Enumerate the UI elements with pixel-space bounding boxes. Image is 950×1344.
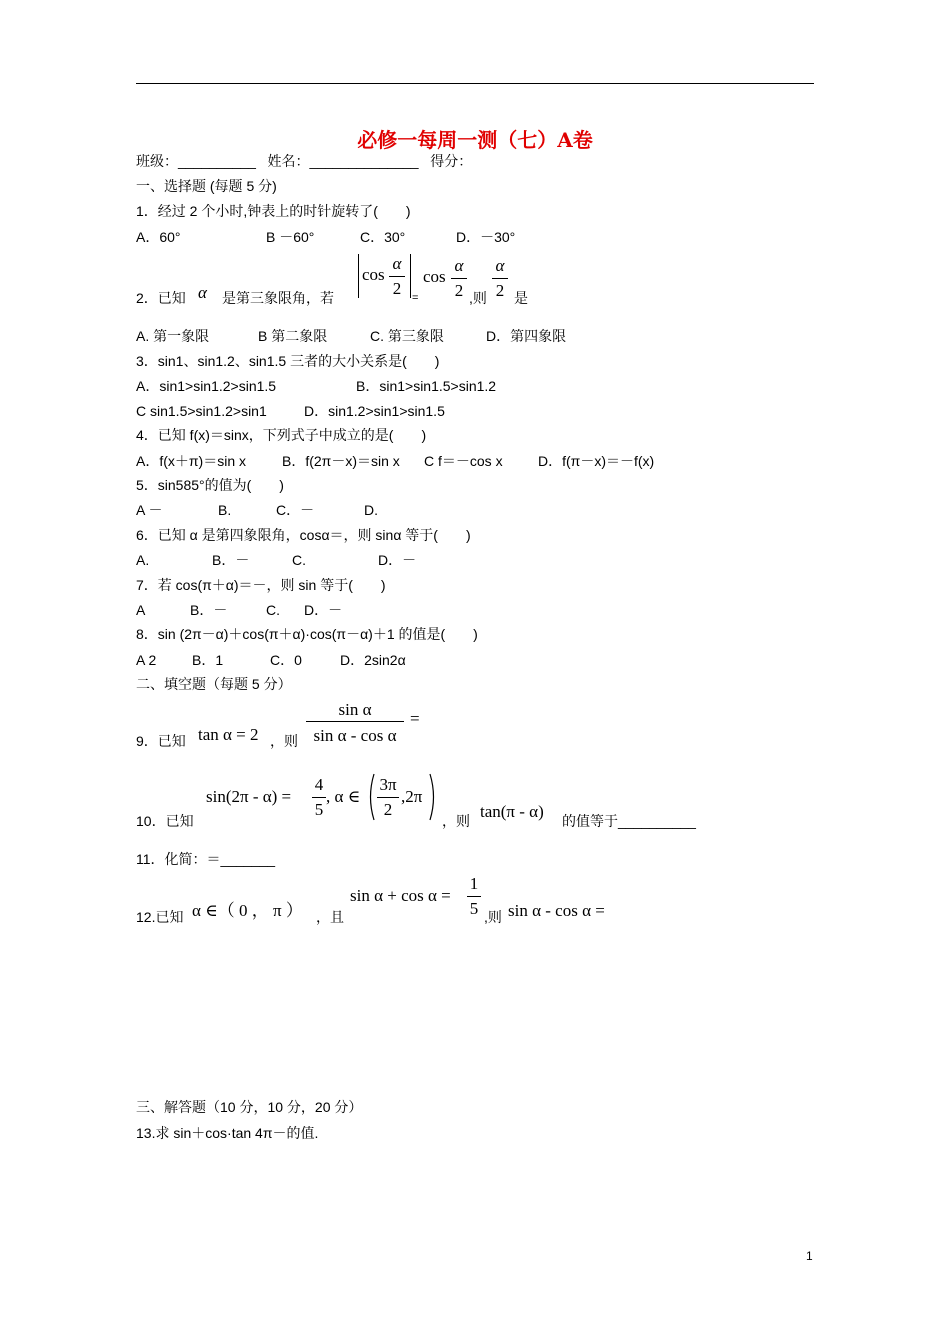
q2-abs-left (358, 254, 359, 298)
class-blank: __________ (178, 153, 256, 169)
q10-left-paren (366, 772, 376, 822)
q1-option-a: A．60° (136, 229, 181, 245)
page-title: 必修一每周一测（七）A卷 (357, 128, 593, 152)
q12-frac-bar (467, 896, 481, 897)
question-1-stem: 1．经过 2 个小时,钟表上的时针旋转了( ) (136, 203, 411, 219)
q10-frac-1-bar (312, 797, 326, 798)
page-number: 1 (806, 1249, 813, 1263)
q3-option-c: C sin1.5>sin1.2>sin1 (136, 403, 267, 419)
q12-expression: sin α + cos α = (350, 886, 451, 905)
question-11-stem: 11．化简：＝_______ (136, 851, 276, 867)
q8-option-c: C．0 (270, 652, 302, 668)
name-label: 姓名： (267, 153, 310, 169)
q2-frac-2-bar (451, 278, 467, 279)
q2-option-b: B 第二象限 (258, 328, 328, 344)
q2-option-c: C. 第三象限 (370, 328, 444, 344)
q9-numerator: sin α (338, 700, 372, 719)
name-blank: ______________ (309, 153, 419, 169)
q3-option-a: A．sin1>sin1.2>sin1.5 (136, 378, 277, 394)
q12-target: sin α - cos α = (508, 901, 605, 920)
q12-frac-num: 1 (469, 874, 479, 893)
q10-prefix: 10．已知 (136, 813, 194, 829)
q6-option-d: D．－ (378, 552, 417, 568)
q10-frac-2-bar (377, 797, 399, 798)
q10-mid: , α ∈ (326, 787, 361, 806)
q2-mid: 是第三象限角，若 (222, 290, 334, 306)
q2-equals: = (412, 292, 419, 304)
q8-option-b: B．1 (192, 652, 224, 668)
q10-frac-1-num: 4 (314, 775, 324, 794)
q12-and: ，且 (316, 909, 344, 925)
q9-prefix: 9．已知 (136, 733, 186, 749)
q5-option-a: A － (136, 502, 163, 518)
question-4-stem: 4．已知 f(x)＝sinx，下列式子中成立的是( ) (136, 427, 427, 443)
q1-option-d: D．－30° (456, 229, 516, 245)
q2-frac-1-den: 2 (392, 279, 402, 298)
q2-abs-right (410, 254, 411, 298)
q2-cos-2: cos (423, 267, 446, 286)
question-6-stem: 6．已知 α 是第四象限角，cosα＝，则 sinα 等于( ) (136, 527, 471, 543)
q4-option-b: B．f(2π－x)＝sin x (282, 453, 400, 469)
q2-alpha: α (198, 283, 207, 302)
q2-option-a: A. 第一象限 (136, 328, 210, 344)
q7-option-c: C. (266, 602, 280, 618)
q10-right-paren (428, 772, 438, 822)
q6-option-c: C. (292, 552, 306, 568)
question-7-stem: 7．若 cos(π＋α)＝－，则 sin 等于( ) (136, 577, 386, 593)
q3-option-b: B．sin1>sin1.5>sin1.2 (356, 378, 497, 394)
q7-option-b: B．－ (190, 602, 228, 618)
q2-prefix: 2．已知 (136, 290, 186, 306)
question-8-stem: 8．sin (2π－α)＋cos(π＋α)·cos(π－α)＋1 的值是( ) (136, 626, 478, 642)
q10-lhs: sin(2π - α) = (206, 787, 292, 806)
q10-frac-2-num: 3π (379, 775, 397, 794)
section-1-heading: 一、选择题 (每题 5 分) (136, 178, 277, 194)
q9-condition: tan α = 2 (198, 725, 259, 744)
q9-then: ，则 (270, 733, 298, 749)
q10-frac-2-den: 2 (383, 800, 393, 819)
q10-frac-1-den: 5 (314, 800, 324, 819)
q2-frac-3-den: 2 (495, 281, 505, 300)
q2-frac-3-bar (492, 278, 508, 279)
q10-suffix: 的值等于__________ (562, 813, 696, 829)
q5-option-b: B. (218, 502, 232, 518)
q3-option-d: D．sin1.2>sin1>sin1.5 (304, 403, 445, 419)
q2-frac-1-num: α (392, 254, 402, 273)
q5-option-c: C．－ (276, 502, 315, 518)
q12-frac-den: 5 (469, 899, 479, 918)
section-3-heading: 三、解答题（10 分，10 分，20 分） (136, 1099, 363, 1115)
q4-option-c: C f＝－cos x (424, 453, 503, 469)
q4-option-d: D．f(π－x)＝－f(x) (538, 453, 655, 469)
q1-option-c: C．30° (360, 229, 406, 245)
section-2-heading: 二、填空题（每题 5 分） (136, 676, 292, 692)
question-3-stem: 3．sin1、sin1.2、sin1.5 三者的大小关系是( ) (136, 353, 440, 369)
q6-option-b: B．－ (212, 552, 250, 568)
class-label: 班级： (136, 153, 178, 169)
q6-option-a: A. (136, 552, 150, 568)
question-5-stem: 5．sin585°的值为( ) (136, 477, 284, 493)
q7-option-d: D．－ (304, 602, 343, 618)
q2-cos-1: cos (362, 265, 385, 284)
q8-option-a: A 2 (136, 652, 157, 668)
q5-option-d: D. (364, 502, 378, 518)
q9-fraction-bar (306, 721, 404, 722)
q12-prefix: 12.已知 (136, 909, 184, 925)
q2-frac-2-den: 2 (454, 281, 464, 300)
q10-tail: ,2π (401, 787, 423, 806)
q1-option-b: B －60° (266, 229, 315, 245)
q2-option-d: D．第四象限 (486, 328, 567, 344)
q10-target: tan(π - α) (480, 802, 544, 821)
q2-frac-3-num: α (495, 256, 505, 275)
student-info-line (136, 152, 472, 170)
q9-denominator: sin α - cos α (313, 726, 397, 745)
q10-then: ，则 (442, 813, 470, 829)
header-rule (136, 83, 814, 84)
q2-frac-1-bar (389, 276, 405, 277)
q7-option-a: A (136, 602, 146, 618)
q2-is: 是 (514, 290, 528, 306)
q8-option-d: D．2sin2α (340, 652, 406, 668)
score-label: 得分： (430, 153, 473, 169)
q4-option-a: A．f(x＋π)＝sin x (136, 453, 246, 469)
q12-then: ,则 (484, 909, 502, 925)
q2-frac-2-num: α (454, 256, 464, 275)
q12-condition: α ∈（ 0 ， π ） (192, 901, 303, 920)
question-13-stem: 13.求 sin＋cos·tan 4π－的值. (136, 1125, 319, 1141)
q2-then: ,则 (469, 290, 487, 306)
q9-equals: = (410, 709, 420, 728)
